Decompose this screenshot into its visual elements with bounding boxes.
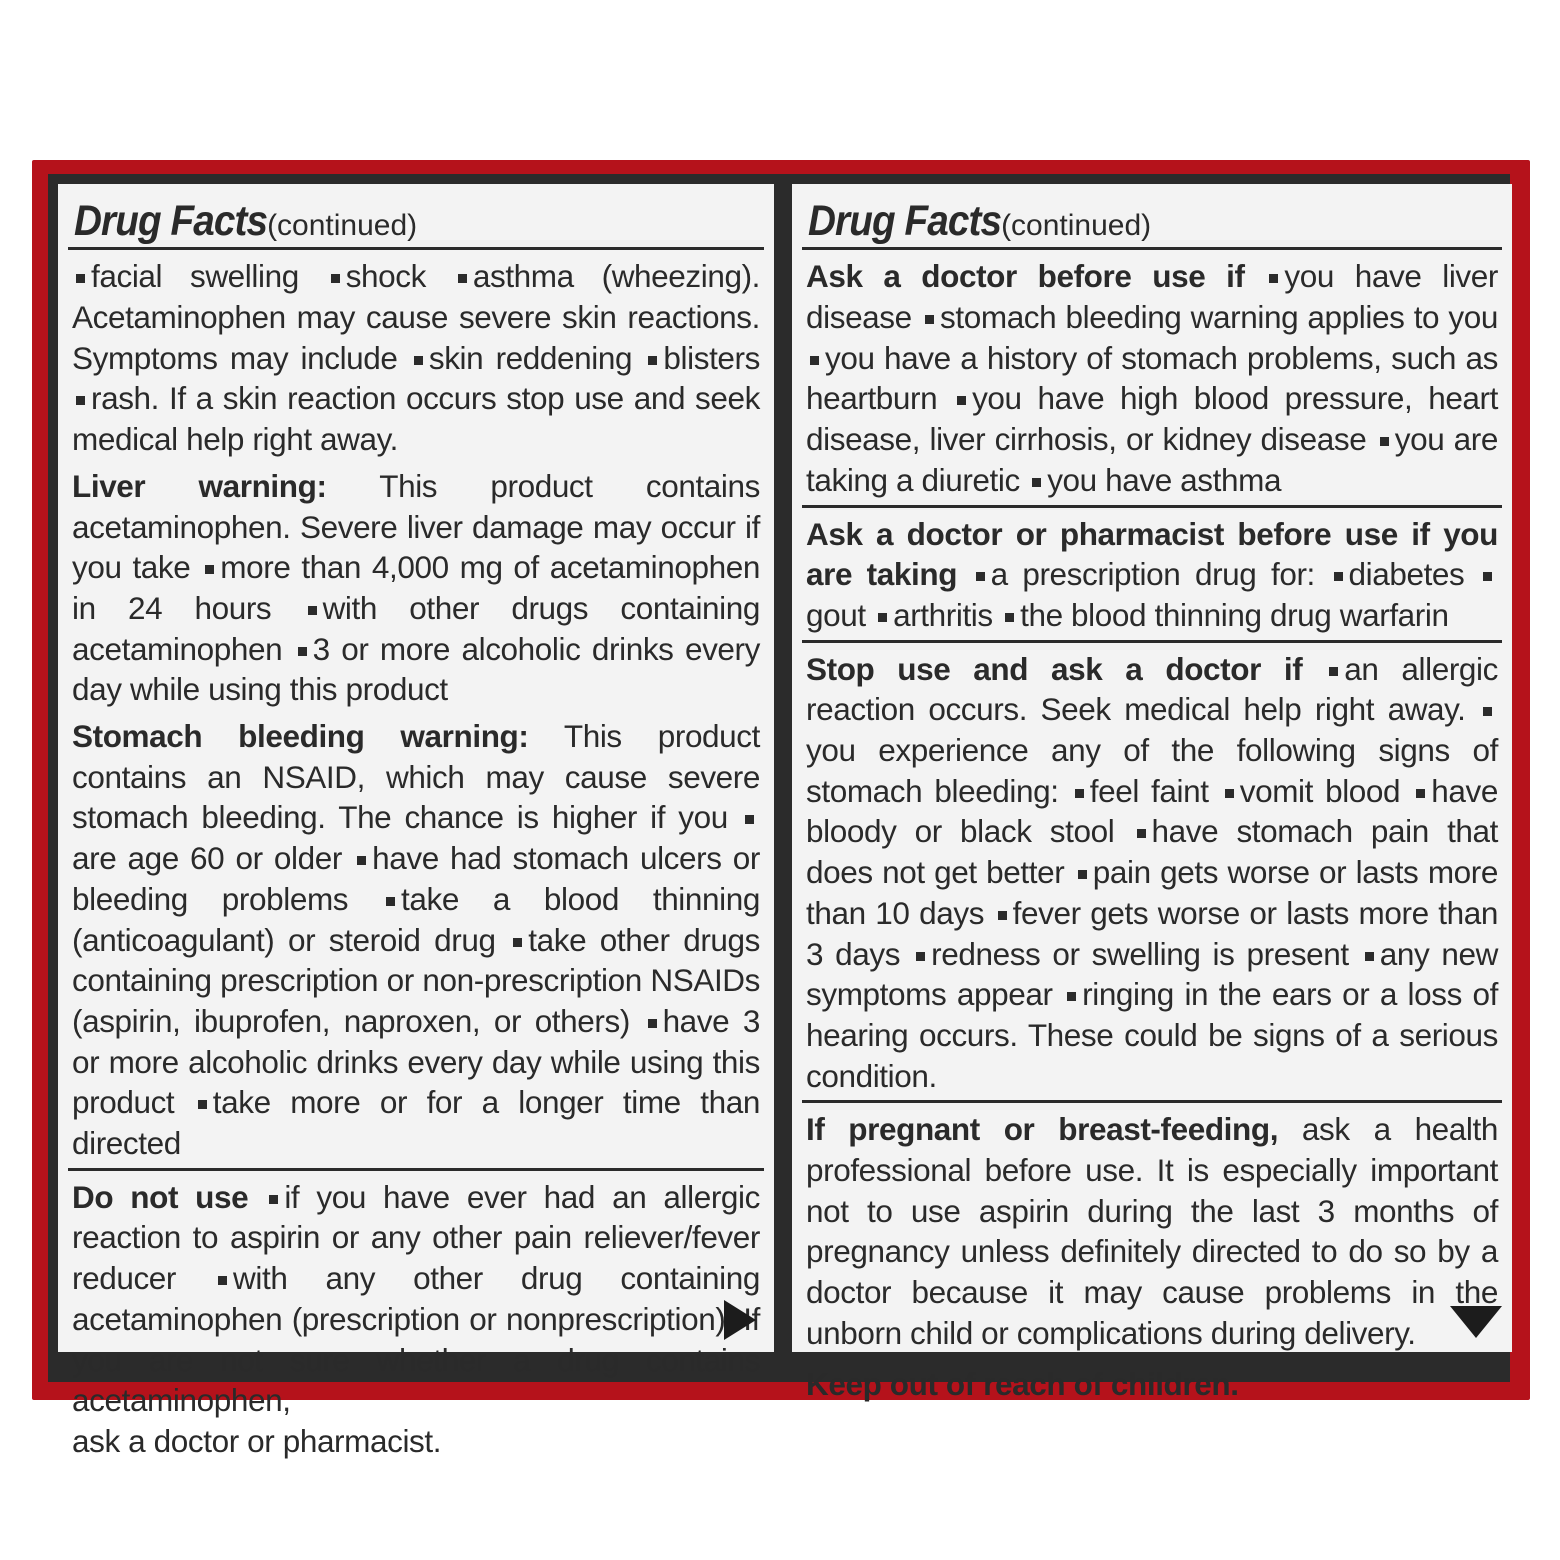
bullet-icon [1005,613,1014,622]
bullet-icon [76,396,85,405]
bullet-icon [648,1019,657,1028]
stomach-warning-heading: Stomach bleeding warning: [72,718,529,755]
do-not-use-heading: Do not use [72,1178,249,1215]
bullet-icon [1137,829,1146,838]
bullet-icon [76,274,85,283]
title-continued: (continued) [1001,209,1152,242]
continue-down-arrow-icon [1450,1306,1502,1338]
keep-out-of-reach-section [802,1358,1502,1409]
bullet-icon [916,952,925,961]
bullet-icon [1078,870,1087,879]
bullet-icon [1334,572,1343,581]
bullet-icon [331,274,340,283]
bullet-icon [1269,274,1278,283]
ask-doctor-heading: Ask a doctor before use if [806,258,1245,295]
bullet-icon [513,938,522,947]
bullet-icon [810,356,819,365]
panel-title [68,198,764,250]
bullet-icon [976,572,985,581]
bullet-icon [308,606,317,615]
stop-use-section: Stop use and ask a doctor if an allergic reaction occurs. Seek medical help right away. you experience any of the following signs of stomach bleeding: feel faint vomit blood have bloody or black stool have stomach pain that does not get better pain gets worse or lasts more than 10 days fever gets worse or lasts more than 3 days redness or swelling is present any new symptoms appear ringing in the ears or a loss of hearing occurs. These could be signs of a serious condition. [802,640,1502,1101]
bullet-icon [198,1100,207,1109]
bullet-icon [878,613,887,622]
title-continued: (continued) [267,209,418,242]
bullet-icon [1416,789,1425,798]
bullet-icon [1032,478,1041,487]
bullet-icon [205,565,214,574]
keep-out-of-reach-text: Keep out of reach of children. [806,1365,1239,1402]
ask-doctor-pharmacist-section: Ask a doctor or pharmacist before use if you are taking a prescription drug for: diabetes gout arthritis the blood thinning drug warfarin [802,505,1502,640]
bullet-icon [386,897,395,906]
stomach-bleeding-warning-section: Stomach bleeding warning: This product contains an NSAID, which may cause severe stomach bleeding. The chance is higher if you are age 60 or older have had stomach ulcers or bleeding problems take a blood thinning (anticoagulant) or steroid drug take other drugs containing prescription or non-prescription NSAIDs (aspirin, ibuprofen, naproxen, or others) have 3 or more alcoholic drinks every day while using this product take more or for a longer time than directed [72,718,761,1162]
bullet-icon [925,315,934,324]
panel-title [802,198,1502,250]
bullet-icon [1225,789,1234,798]
bullet-icon [458,274,467,283]
bullet-icon [1380,437,1389,446]
drug-facts-panel-left [58,184,774,1459]
drug-facts-panel-right [792,184,1512,1402]
bullet-icon [357,856,366,865]
bullet-icon [745,815,754,824]
bullet-icon [1329,667,1338,676]
package-background [32,160,1530,1459]
bullet-icon [1483,572,1492,581]
bullet-icon [1075,789,1084,798]
stop-use-heading: Stop use and ask a doctor if [806,650,1303,687]
bullet-icon [414,356,423,365]
drug-facts-frame [48,174,1510,1459]
ask-doctor-section: Ask a doctor before use if you have liver disease stomach bleeding warning applies to you you have a history of stomach problems, such as heartburn you have high blood pressure, heart disease, liver cirrhosis, or kidney disease you are taking a diuretic you have asthma [806,258,1498,498]
bullet-icon [218,1276,227,1285]
bullet-icon [648,356,657,365]
pregnancy-heading: If pregnant or breast-feeding, [806,1111,1279,1148]
bullet-icon [298,647,307,656]
title-drug-facts: Drug Facts [808,197,1002,245]
continue-right-arrow-icon [724,1300,756,1340]
title-drug-facts: Drug Facts [74,197,268,245]
ask-pharmacist-heading: Ask a doctor or pharmacist before use if you are taking [806,515,1498,593]
bullet-icon [1365,952,1374,961]
bullet-icon [957,396,966,405]
pregnancy-section: If pregnant or breast-feeding, ask a health professional before use. It is especially important not to use aspirin during the last 3 months of pregnancy unless definitely directed to do so by a doctor because it may cause problems in the unborn child or complications during delivery. [802,1100,1502,1357]
do-not-use-section: Do not use if you have ever had an allergic reaction to aspirin or any other pain reliever/fever reducer with any other drug containing acetaminophen (prescription or nonprescription). If you are not sure whether a drug contains acetaminophen, ask a doctor or pharmacist. [68,1168,764,1466]
bullet-icon [1483,707,1492,716]
bullet-icon [269,1195,278,1204]
liver-warning-section: Liver warning: This product contains acetaminophen. Severe liver damage may occur if you take more than 4,000 mg of acetaminophen in 24 hours with other drugs containing acetaminophen 3 or more alcoholic drinks every day while using this product [72,467,760,708]
liver-warning-heading: Liver warning: [72,467,327,504]
bullet-icon [998,911,1007,920]
allergy-continued-section: facial swelling shock asthma (wheezing). Acetaminophen may cause severe skin reactions. Symptoms may include skin reddening blisters rash. If a skin reaction occurs stop use and seek medical help right away. [72,258,761,458]
bullet-icon [1067,992,1076,1001]
